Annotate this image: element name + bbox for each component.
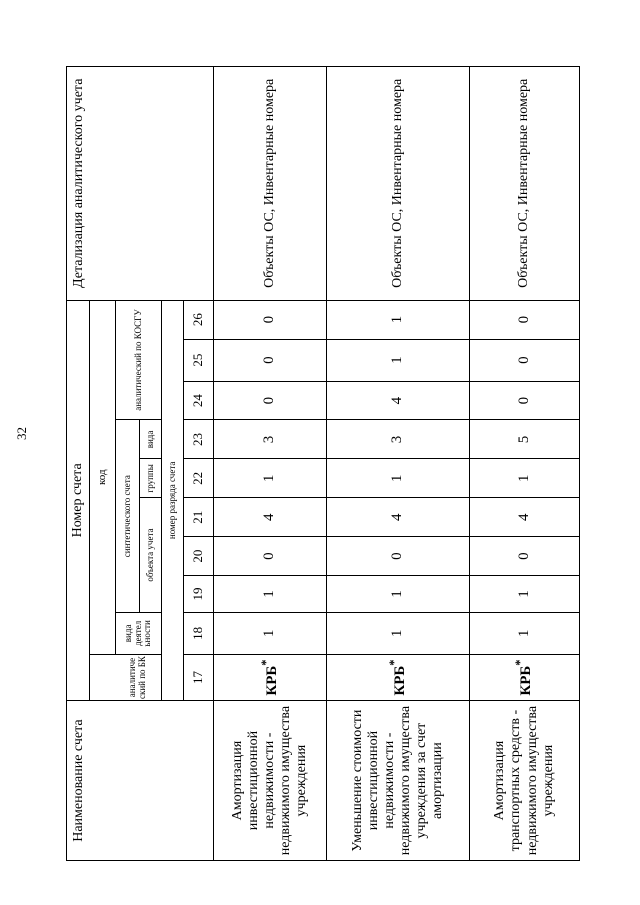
row-name: Амортизация транспортных средств - недвижимого имущества учреждения [470, 701, 580, 861]
table-row [214, 67, 327, 861]
rotated-table-wrapper [66, 66, 579, 861]
header-activity-type: вида деятел ьности [116, 612, 162, 654]
row-value: 4 [470, 498, 580, 537]
row-value: 3 [214, 420, 327, 459]
row-value: 0 [470, 300, 580, 339]
row-value: 1 [327, 612, 470, 654]
col-number: 24 [184, 381, 214, 420]
col-number: 20 [184, 537, 214, 576]
table-row [327, 67, 470, 861]
row-detail: Объекты ОС, Инвентарные номера [470, 67, 580, 301]
row-name: Уменьшение стоимости инвестиционной недвижимости - недвижимого имущества учреждения за счет амортизации [327, 701, 470, 861]
header-detail: Детализация аналитического учета [67, 67, 214, 301]
row-value: 1 [327, 576, 470, 613]
row-detail: Объекты ОС, Инвентарные номера [327, 67, 470, 301]
row-value: 3 [327, 420, 470, 459]
row-value: 1 [214, 459, 327, 498]
row-value: 0 [214, 339, 327, 381]
col-number: 25 [184, 339, 214, 381]
col-number: 23 [184, 420, 214, 459]
row-krb: КРБ* [327, 654, 470, 700]
row-value: 0 [470, 339, 580, 381]
header-analytic-bk: аналитиче ский по БК [116, 654, 162, 700]
header-account-number: Номер счета [67, 300, 90, 701]
row-value: 4 [214, 498, 327, 537]
row-value: 1 [470, 612, 580, 654]
page-number: 32 [14, 427, 29, 440]
row-value: 0 [470, 381, 580, 420]
row-value: 0 [214, 300, 327, 339]
row-value: 1 [214, 612, 327, 654]
header-analytic-kosgu: аналитический по КОСГУ [116, 300, 162, 420]
row-value: 1 [470, 459, 580, 498]
header-kind: вида [140, 420, 162, 459]
row-value: 1 [214, 576, 327, 613]
header-code: код [90, 300, 116, 654]
row-value: 1 [470, 576, 580, 613]
col-number: 26 [184, 300, 214, 339]
row-krb: КРБ* [214, 654, 327, 700]
col-number: 18 [184, 612, 214, 654]
header-digit-number: номер разряда счета [162, 300, 184, 701]
row-value: 5 [470, 420, 580, 459]
col-number: 22 [184, 459, 214, 498]
row-value: 0 [214, 381, 327, 420]
row-krb: КРБ* [470, 654, 580, 700]
col-number: 21 [184, 498, 214, 537]
table-row [470, 67, 580, 861]
header-synthetic: синтетического счета [116, 420, 140, 612]
accounts-table [66, 66, 580, 861]
row-detail: Объекты ОС, Инвентарные номера [214, 67, 327, 301]
row-value: 1 [327, 300, 470, 339]
col-number: 19 [184, 576, 214, 613]
row-value: 4 [327, 381, 470, 420]
row-value: 0 [214, 537, 327, 576]
row-value: 1 [327, 459, 470, 498]
row-value: 0 [470, 537, 580, 576]
header-group: группы [140, 459, 162, 498]
header-account-object: объекта учета [140, 498, 162, 613]
header-name: Наименование счета [67, 701, 214, 861]
row-value: 4 [327, 498, 470, 537]
row-value: 0 [327, 537, 470, 576]
row-value: 1 [327, 339, 470, 381]
row-name: Амортизация инвестиционной недвижимости - недвижимого имущества учреждения [214, 701, 327, 861]
col-number: 17 [184, 654, 214, 700]
